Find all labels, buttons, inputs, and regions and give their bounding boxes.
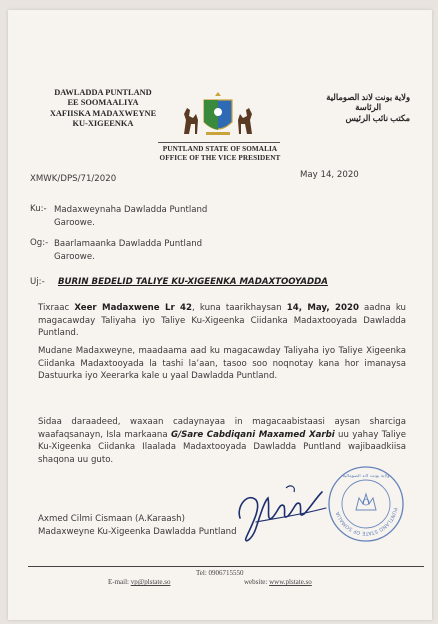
footer-email	[108, 578, 170, 586]
to-label: Ku:-	[30, 204, 47, 214]
paragraph-1	[38, 302, 406, 340]
para1-text: Tixraac	[38, 303, 75, 313]
paragraph-2: Mudane Madaxweyne, maadaama aad ku magacawday Taliyaha iyo Taliye Xigeenka Ciidanka Madaxtooyada la tashi la’aan, tasoo soo noqnotay kana hor imanaysa Dastuurka iyo Xeerarka kale u yaal Dawladda Puntland.	[38, 346, 406, 382]
letterhead-right-line: الرئاسة	[355, 103, 382, 113]
para3-text: uu yahay Taliye Ku-Xigeenka Ciidanka Ilaalada Madaxtooyada Dawladda Puntland wajibaadkiisa shaqona uu guto.	[38, 429, 406, 465]
para1-text: aadna ku magacawday Taliyaha iyo Taliye Ku-Xigeenka Ciidanka Madaxtooyada Dawladda Puntland.	[38, 303, 407, 339]
letterhead-right-line: ولاية بونت لاند الصومالية	[326, 93, 410, 102]
email-link[interactable]: vp@plstate.so	[130, 578, 171, 586]
reference-number: XMWK/DPS/71/2020	[30, 174, 117, 184]
letter-date: May 14, 2020	[300, 170, 359, 180]
subject-label: Uj:-	[30, 277, 45, 287]
phone-number: 0906715550	[208, 569, 244, 577]
website-label: website:	[244, 578, 268, 586]
to-line: Madaxweynaha Dawladda Puntland	[54, 205, 208, 215]
signatory-name: Axmed Cilmi Cismaan (A.Karaash)	[38, 514, 185, 524]
to-address	[54, 204, 207, 230]
letter-page	[8, 10, 432, 620]
subject-line: BURIN BEDELID TALIYE KU-XIGEENKA MADAXTOOYADDA	[58, 277, 328, 287]
letterhead-left-line: KU-XIGEENKA	[72, 119, 134, 129]
letterhead-left-line: XAFIISKA MADAXWEYNE	[49, 108, 157, 118]
email-label: E-mail:	[108, 578, 129, 586]
handwritten-signature	[226, 478, 336, 548]
para3-text: Sidaa daraadeed, waxaan cadaynayaa in magacaabistaasi aysan sharciga waafaqsanayn, Isla markaana	[38, 417, 406, 440]
cc-line: Baarlamaanka Dawladda Puntland	[54, 239, 203, 249]
cc-label: Og:-	[30, 238, 49, 248]
letterhead-left-line: DAWLADDA PUNTLAND	[54, 88, 152, 97]
to-line: Garoowe.	[54, 218, 95, 228]
footer-divider	[28, 566, 424, 567]
subtitle-office: OFFICE OF THE VICE PRESIDENT	[159, 154, 281, 162]
website-link[interactable]: www.plstate.so	[269, 578, 312, 586]
paragraph-3	[38, 416, 406, 466]
letterhead-right-line: مكتب نائب الرئيس	[345, 113, 410, 123]
phone-label: Tel:	[196, 569, 207, 577]
header-divider	[158, 142, 280, 143]
letterhead-left-line: EE SOOMAALIYA	[67, 98, 139, 108]
stamp-ring-text: PUNTLAND STATE OF SOMALIA	[335, 507, 398, 537]
cc-line: Garoowe.	[54, 252, 95, 262]
coat-of-arms-emblem	[178, 90, 258, 140]
decree-number: Xeer Madaxwene Lr 42	[74, 303, 193, 313]
official-stamp	[326, 464, 406, 544]
cc-address	[54, 238, 202, 264]
appointee-name: G/Sare Cabdiqani Maxamed Xarbi	[170, 429, 335, 440]
signatory-title: Madaxweyne Ku-Xigeenka Dawladda Puntland	[38, 527, 237, 537]
decree-date: 14, May, 2020	[286, 303, 359, 313]
footer-phone	[196, 569, 244, 577]
subtitle-state: PUNTLAND STATE OF SOMALIA	[162, 145, 278, 153]
para1-text: , kuna taarikhaysan	[192, 303, 287, 313]
letterhead-left	[38, 88, 168, 130]
footer-website	[244, 578, 312, 586]
letterhead-right	[326, 93, 410, 124]
stamp-top-text: ولاية بونت لاند الصومالية	[342, 474, 390, 479]
